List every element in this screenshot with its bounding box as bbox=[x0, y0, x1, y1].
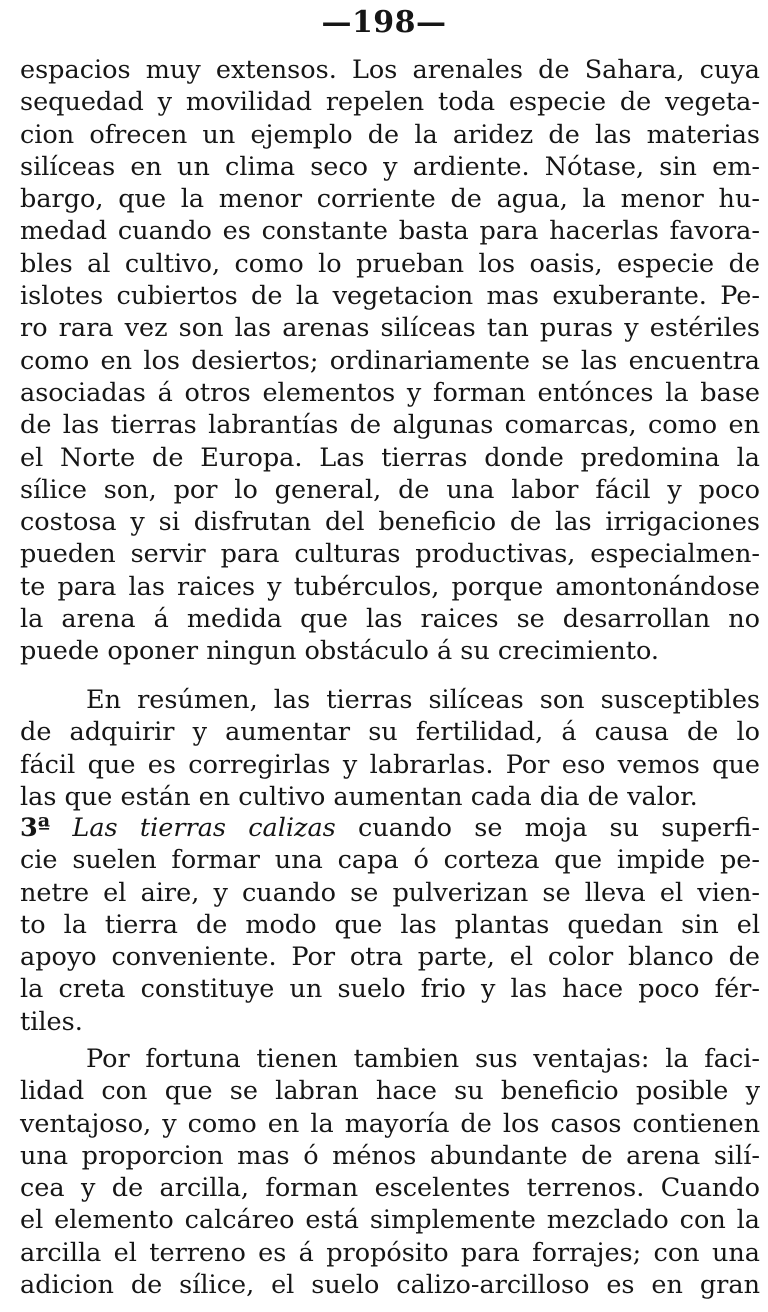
text-line: espacios muy extensos. Los arenales de Sahara, cuya bbox=[20, 55, 760, 85]
text-line: sílice son, por lo general, de una labor fácil y poco bbox=[20, 474, 760, 505]
paragraph-siliceous-lands bbox=[20, 54, 760, 668]
text-line: una proporcion mas ó ménos abundante de arena silí- bbox=[20, 1140, 760, 1171]
text-line: costosa y si disfrutan del beneficio de las irrigaciones bbox=[20, 507, 760, 538]
text-line: islotes cubiertos de la vegetacion mas exuberante. Pe- bbox=[20, 281, 760, 312]
text-line: fácil que es corregirlas y labrarlas. Por eso vemos que bbox=[20, 749, 760, 780]
text-line-numbered bbox=[20, 812, 760, 844]
text-line: apoyo conveniente. Por otra parte, el color blanco de bbox=[20, 942, 760, 973]
text-line: asociadas á otros elementos y forman entónces la base bbox=[20, 377, 760, 408]
text-line: puede oponer ningun obstáculo á su crecimiento. bbox=[20, 636, 660, 667]
text-line: adicion de sílice, el suelo calizo-arcilloso es en gran bbox=[20, 1270, 760, 1301]
text-line: Por fortuna tienen tambien sus ventajas: la faci- bbox=[86, 1044, 760, 1074]
text-line: silíceas en un clima seco y ardiente. Nótase, sin em- bbox=[20, 151, 760, 182]
text-line: arcilla el terreno es á propósito para forrajes; con una bbox=[20, 1237, 760, 1268]
page-number: —198— bbox=[321, 5, 447, 40]
text-line: como en los desiertos; ordinariamente se las encuentra bbox=[20, 345, 760, 376]
text-line: el Norte de Europa. Las tierras donde predomina la bbox=[20, 442, 760, 473]
paragraph-summary bbox=[20, 684, 760, 813]
section-title: Las tierras calizas bbox=[72, 813, 336, 843]
text-fragment: cuando se moja su superfi- bbox=[335, 813, 760, 843]
text-line: el elemento calcáreo está simplemente mezclado con la bbox=[20, 1205, 760, 1236]
text-line: de las tierras labrantías de algunas comarcas, como en bbox=[20, 410, 760, 441]
paragraph-advantages bbox=[20, 1043, 760, 1301]
text-line: las que están en cultivo aumentan cada dia de valor. bbox=[20, 781, 698, 812]
text-line: netre el aire, y cuando se pulverizan se lleva el vien- bbox=[20, 877, 760, 908]
text-line: ro rara vez son las arenas silíceas tan puras y estériles bbox=[20, 313, 760, 344]
text-line: sequedad y movilidad repelen toda especie de vegeta- bbox=[20, 87, 760, 118]
text-line: tiles. bbox=[20, 1006, 83, 1037]
text-line: cea y de arcilla, forman escelentes terrenos. Cuando bbox=[20, 1173, 760, 1204]
paragraph-calcareous-lands bbox=[20, 812, 760, 1038]
text-line: la creta constituye un suelo frio y las hace poco fér- bbox=[20, 974, 760, 1005]
text-line: to la tierra de modo que las plantas quedan sin el bbox=[20, 909, 760, 940]
text-line: bles al cultivo, como lo prueban los oasis, especie de bbox=[20, 248, 760, 279]
text-line: bargo, que la menor corriente de agua, la menor hu- bbox=[20, 184, 760, 215]
text-line: medad cuando es constante basta para hacerlas favora- bbox=[20, 216, 760, 247]
text-line: lidad con que se labran hace su beneficio posible y bbox=[20, 1076, 760, 1107]
text-line: te para las raices y tubérculos, porque amontonándose bbox=[20, 571, 760, 602]
section-number: 3ª bbox=[20, 813, 51, 843]
text-line: En resúmen, las tierras silíceas son susceptibles bbox=[86, 685, 760, 715]
text-line: cion ofrecen un ejemplo de la aridez de las materias bbox=[20, 119, 760, 150]
text-line: de adquirir y aumentar su fertilidad, á causa de lo bbox=[20, 717, 760, 748]
text-line: cie suelen formar una capa ó corteza que impide pe- bbox=[20, 845, 760, 876]
text-line: ventajoso, y como en la mayoría de los casos contienen bbox=[20, 1108, 760, 1139]
text-line: la arena á medida que las raices se desarrollan no bbox=[20, 604, 760, 635]
text-line: pueden servir para culturas productivas, especialmen- bbox=[20, 539, 760, 570]
